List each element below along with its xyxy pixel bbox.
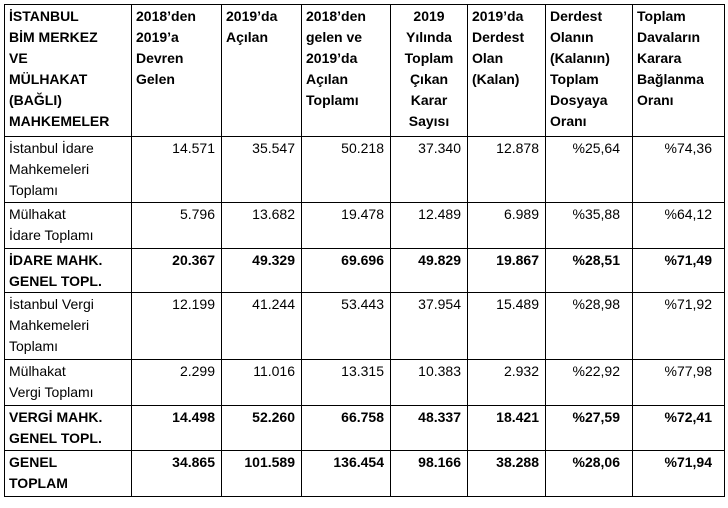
count-cell: 52.260 xyxy=(222,406,302,451)
ratio-cell: %35,88 xyxy=(546,203,633,249)
ratio-cell: %27,59 xyxy=(546,406,633,451)
header-cell-total-incoming: 2018’den gelen ve 2019’da Açılan Toplamı xyxy=(302,5,391,137)
table-body xyxy=(5,137,725,497)
row-label-line: İstanbul İdare xyxy=(9,140,94,156)
count-cell: 14.498 xyxy=(132,406,222,451)
count-cell: 38.288 xyxy=(468,451,546,497)
row-label-cell xyxy=(5,360,132,406)
table-row xyxy=(5,360,725,406)
row-label-line: İdare Toplamı xyxy=(9,227,94,243)
ratio-cell: %25,64 xyxy=(546,137,633,203)
ratio-cell: %28,06 xyxy=(546,451,633,497)
row-label-line: Mahkemeleri xyxy=(9,161,90,177)
header-cell-opened: 2019’da Açılan xyxy=(222,5,302,137)
table-row xyxy=(5,293,725,360)
count-cell: 15.489 xyxy=(468,293,546,360)
count-cell: 49.829 xyxy=(391,249,468,293)
count-cell: 13.315 xyxy=(302,360,391,406)
row-label-line: İstanbul Vergi xyxy=(9,296,94,312)
count-cell: 10.383 xyxy=(391,360,468,406)
row-label-line: Toplamı xyxy=(9,338,59,354)
row-label-line: Vergi Toplamı xyxy=(9,384,94,400)
table-row xyxy=(5,451,725,497)
row-label-cell xyxy=(5,137,132,203)
count-cell: 19.478 xyxy=(302,203,391,249)
row-label-cell xyxy=(5,203,132,249)
count-cell: 53.443 xyxy=(302,293,391,360)
count-cell: 37.340 xyxy=(391,137,468,203)
row-label-cell xyxy=(5,406,132,451)
ratio-cell: %77,98 xyxy=(633,360,725,406)
count-cell: 5.796 xyxy=(132,203,222,249)
count-cell: 11.016 xyxy=(222,360,302,406)
row-label-line: GENEL TOPL. xyxy=(9,273,102,289)
ratio-cell: %74,36 xyxy=(633,137,725,203)
count-cell: 2.299 xyxy=(132,360,222,406)
row-label-line: Mülhakat xyxy=(9,206,66,222)
ratio-cell: %28,98 xyxy=(546,293,633,360)
court-statistics-table xyxy=(4,4,725,497)
count-cell: 49.329 xyxy=(222,249,302,293)
row-label-line: İDARE MAHK. xyxy=(9,252,103,268)
table-row xyxy=(5,406,725,451)
count-cell: 12.489 xyxy=(391,203,468,249)
count-cell: 48.337 xyxy=(391,406,468,451)
count-cell: 41.244 xyxy=(222,293,302,360)
count-cell: 2.932 xyxy=(468,360,546,406)
table-row xyxy=(5,137,725,203)
header-cell-pending-ratio: Derdest Olanın (Kalanın) Toplam Dosyaya Oranı xyxy=(546,5,633,137)
header-cell-carried-over: 2018’den 2019’a Devren Gelen xyxy=(132,5,222,137)
header-cell-pending: 2019’da Derdest Olan (Kalan) xyxy=(468,5,546,137)
count-cell: 101.589 xyxy=(222,451,302,497)
count-cell: 35.547 xyxy=(222,137,302,203)
count-cell: 19.867 xyxy=(468,249,546,293)
row-label-line: Mahkemeleri xyxy=(9,317,90,333)
count-cell: 20.367 xyxy=(132,249,222,293)
row-label-cell xyxy=(5,249,132,293)
header-cell-courts: İSTANBUL BİM MERKEZ VE MÜLHAKAT (BAĞLI) MAHKEMELER xyxy=(5,5,132,137)
count-cell: 136.454 xyxy=(302,451,391,497)
row-label-line: Toplamı xyxy=(9,182,59,198)
header-cell-decision-ratio: Toplam Davaların Karara Bağlanma Oranı xyxy=(633,5,725,137)
header-row xyxy=(5,5,725,137)
row-label-line: GENEL TOPL. xyxy=(9,430,102,446)
row-label-line: GENEL xyxy=(9,454,58,470)
table-row xyxy=(5,249,725,293)
count-cell: 37.954 xyxy=(391,293,468,360)
ratio-cell: %71,92 xyxy=(633,293,725,360)
ratio-cell: %71,49 xyxy=(633,249,725,293)
row-label-line: TOPLAM xyxy=(9,475,68,491)
header-cell-decisions: 2019 Yılında Toplam Çıkan Karar Sayısı xyxy=(391,5,468,137)
count-cell: 14.571 xyxy=(132,137,222,203)
table-row xyxy=(5,203,725,249)
row-label-line: VERGİ MAHK. xyxy=(9,409,103,425)
count-cell: 34.865 xyxy=(132,451,222,497)
count-cell: 69.696 xyxy=(302,249,391,293)
ratio-cell: %72,41 xyxy=(633,406,725,451)
count-cell: 12.199 xyxy=(132,293,222,360)
row-label-line: Mülhakat xyxy=(9,363,66,379)
row-label-cell xyxy=(5,451,132,497)
ratio-cell: %28,51 xyxy=(546,249,633,293)
count-cell: 6.989 xyxy=(468,203,546,249)
count-cell: 98.166 xyxy=(391,451,468,497)
count-cell: 66.758 xyxy=(302,406,391,451)
count-cell: 13.682 xyxy=(222,203,302,249)
ratio-cell: %71,94 xyxy=(633,451,725,497)
count-cell: 18.421 xyxy=(468,406,546,451)
ratio-cell: %22,92 xyxy=(546,360,633,406)
count-cell: 12.878 xyxy=(468,137,546,203)
ratio-cell: %64,12 xyxy=(633,203,725,249)
count-cell: 50.218 xyxy=(302,137,391,203)
row-label-cell xyxy=(5,293,132,360)
